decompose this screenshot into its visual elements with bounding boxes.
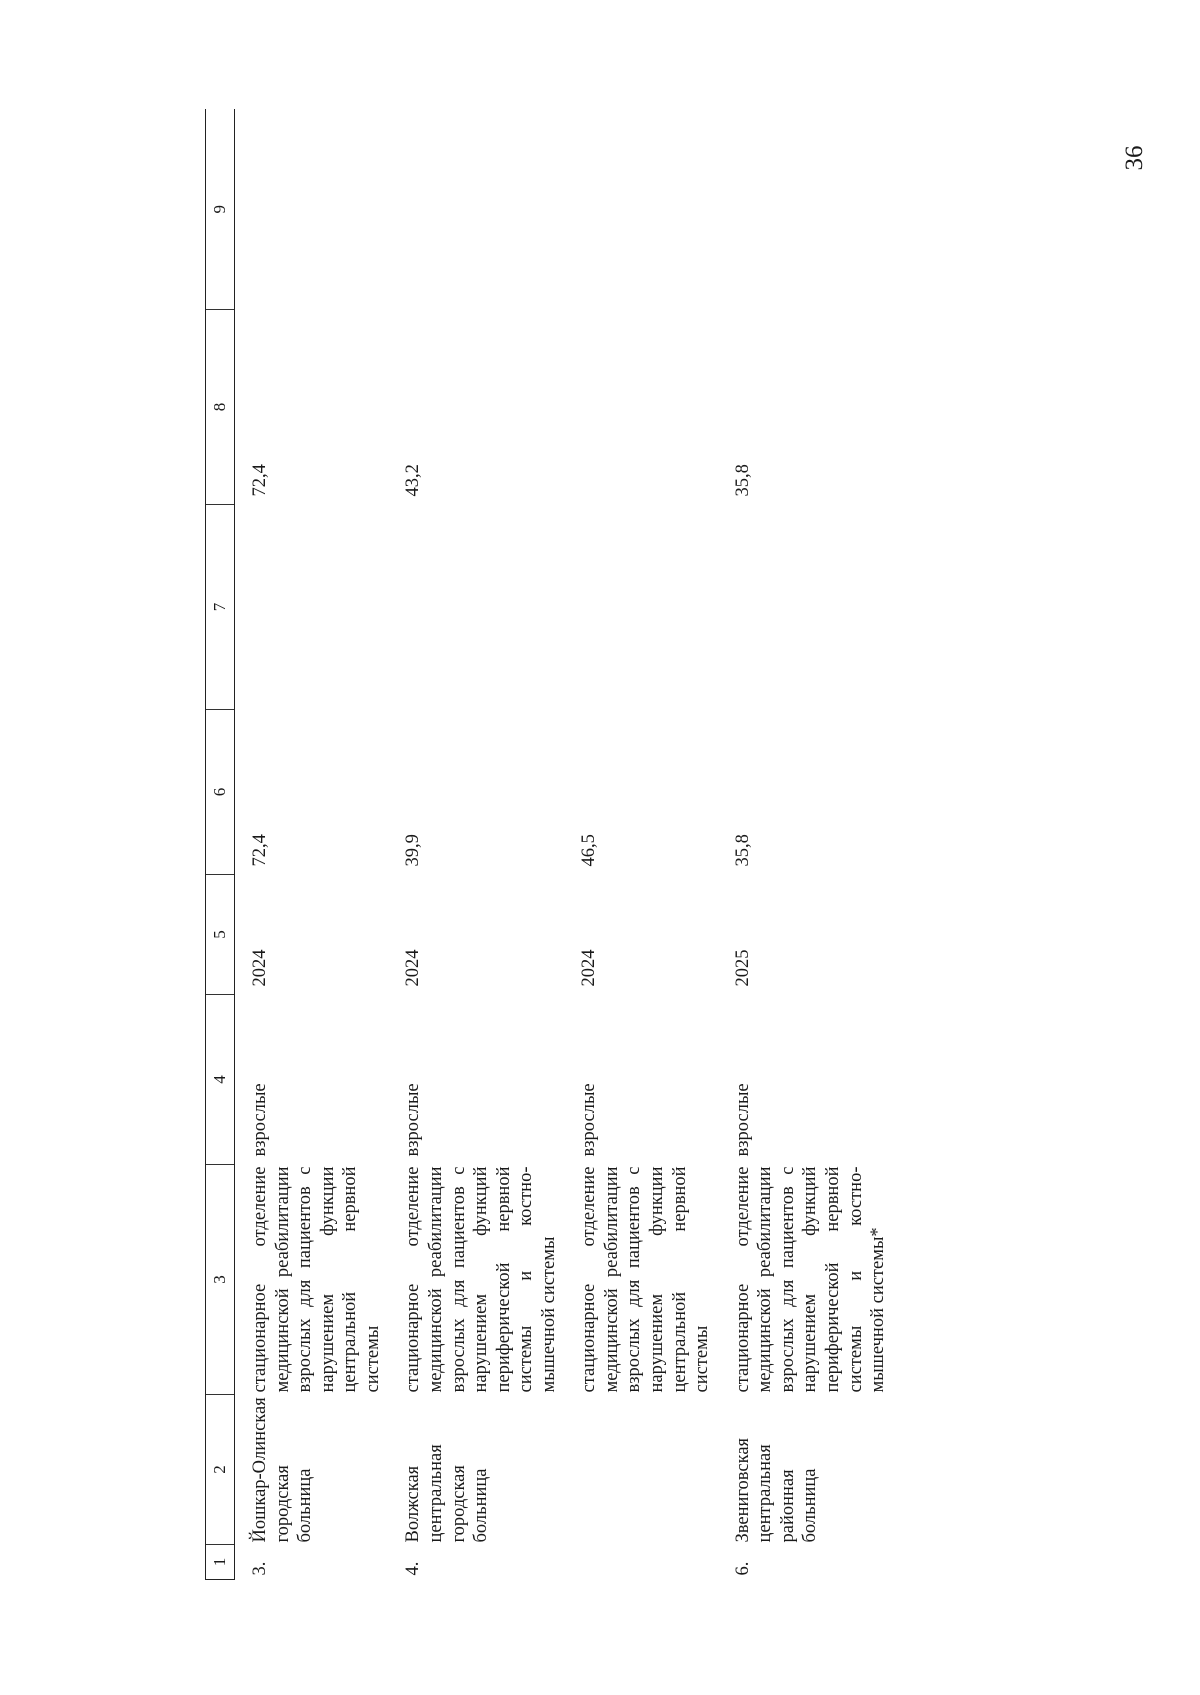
patient-category: взрослые — [732, 1083, 753, 1157]
department-name: стационарное отделение медицинской реабилитации взрослых для пациентов с нарушением функций периферической нервной системы и костно-мышечной системы — [403, 1166, 559, 1393]
page-number: 36 — [1121, 145, 1148, 171]
year: 2024 — [579, 949, 600, 987]
table-row — [560, 110, 713, 1580]
col-header-7: 7 — [206, 505, 235, 710]
organization-name: Волжская центральная городская больница — [403, 1444, 492, 1543]
value-col-7 — [384, 505, 560, 710]
rotated-table-wrapper — [205, 110, 890, 1580]
table-row — [714, 110, 890, 1580]
col-header-2: 2 — [206, 1395, 235, 1545]
value-col-6: 72,4 — [250, 834, 270, 867]
organization-name — [560, 1395, 713, 1545]
table-row — [384, 110, 560, 1580]
value-col-8: 35,8 — [732, 464, 753, 497]
department-name: стационарное отделение медицинской реабилитации взрослых для пациентов с нарушением функций периферической нервной системы и костно-мышечной системы* — [732, 1166, 889, 1393]
data-table — [205, 110, 890, 1581]
value-col-9 — [714, 110, 890, 310]
col-header-8: 8 — [206, 310, 235, 505]
col-header-1: 1 — [206, 1545, 235, 1580]
row-number: 3. — [250, 1561, 270, 1576]
department-name: стационарное отделение медицинской реабилитации взрослых для пациентов с нарушением функции центральной нервной системы — [579, 1166, 713, 1393]
patient-category: взрослые — [579, 1083, 600, 1157]
table-row — [235, 110, 385, 1580]
organization-name: Йошкар-Олинская городская больница — [250, 1397, 316, 1543]
header-row — [206, 110, 235, 1580]
value-col-6: 39,9 — [403, 834, 424, 867]
col-header-3: 3 — [206, 1165, 235, 1395]
value-col-6: 46,5 — [579, 834, 600, 867]
value-col-8 — [560, 310, 713, 505]
row-number: 6. — [732, 1561, 753, 1576]
patient-category: взрослые — [403, 1083, 424, 1157]
col-header-9: 9 — [206, 110, 235, 310]
department-name: стационарное отделение медицинской реабилитации взрослых для пациентов с нарушением функции центральной нервной системы — [250, 1166, 383, 1393]
col-header-5: 5 — [206, 875, 235, 995]
year: 2025 — [732, 949, 753, 987]
value-col-9 — [235, 110, 385, 310]
value-col-7 — [714, 505, 890, 710]
row-number — [560, 1545, 713, 1580]
col-header-6: 6 — [206, 710, 235, 875]
value-col-8: 43,2 — [403, 464, 424, 497]
value-col-7 — [235, 505, 385, 710]
value-col-7 — [560, 505, 713, 710]
row-number: 4. — [403, 1561, 424, 1576]
value-col-9 — [560, 110, 713, 310]
organization-name: Звениговская центральная районная больница — [732, 1437, 821, 1543]
year: 2024 — [250, 949, 270, 987]
value-col-8: 72,4 — [250, 464, 270, 497]
value-col-6: 35,8 — [732, 834, 753, 867]
value-col-9 — [384, 110, 560, 310]
year: 2024 — [403, 949, 424, 987]
patient-category: взрослые — [250, 1083, 270, 1157]
col-header-4: 4 — [206, 995, 235, 1165]
